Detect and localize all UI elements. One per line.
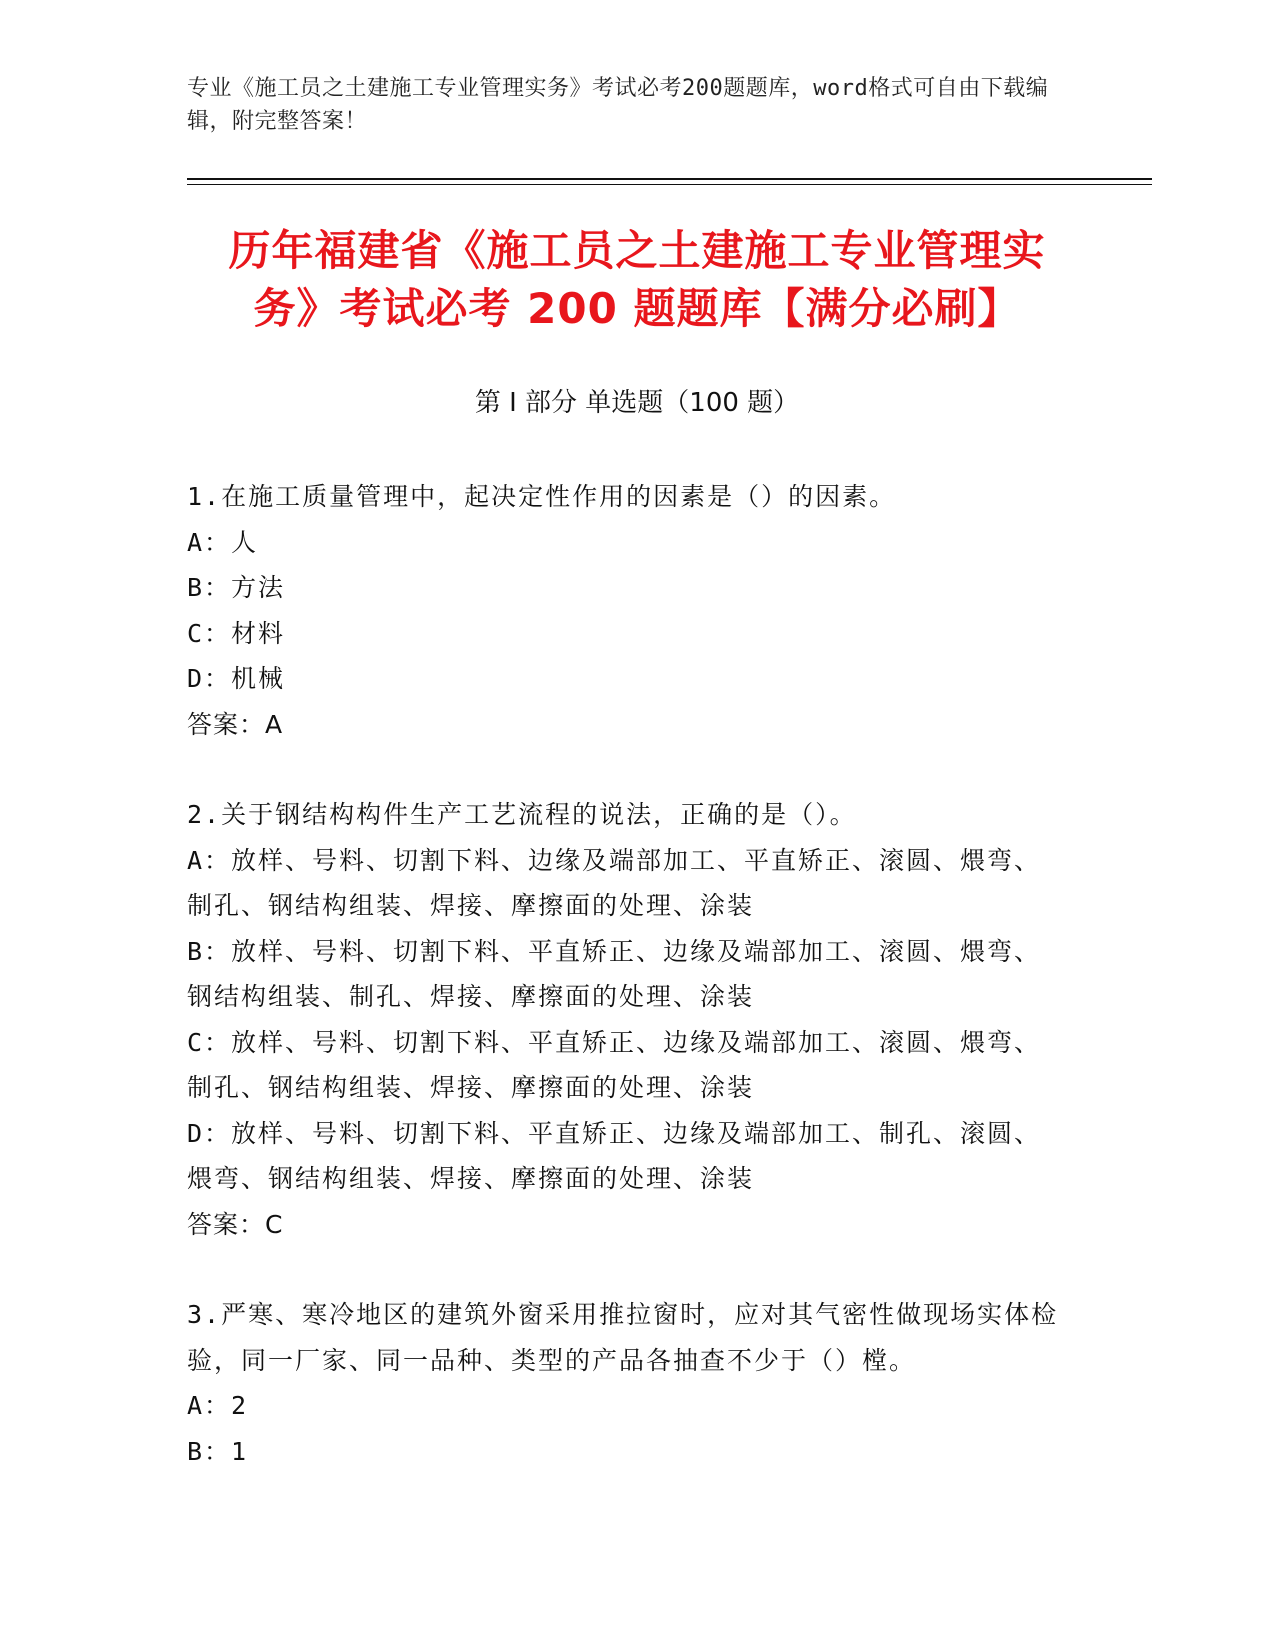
header-divider-thick bbox=[187, 178, 1152, 180]
answer: 答案：A bbox=[187, 709, 284, 739]
section-title: 第 I 部分 单选题（100 题） bbox=[474, 388, 800, 418]
option-a: A：放样、号料、切割下料、边缘及端部加工、平直矫正、滚圆、煨弯、制孔、钢结构组装、焊接、摩擦面的处理、涂装 bbox=[187, 845, 1042, 920]
option-b: B：放样、号料、切割下料、平直矫正、边缘及端部加工、滚圆、煨弯、钢结构组装、制孔、焊接、摩擦面的处理、涂装 bbox=[187, 936, 1042, 1011]
option-c: C：放样、号料、切割下料、平直矫正、边缘及端部加工、滚圆、煨弯、制孔、钢结构组装、焊接、摩擦面的处理、涂装 bbox=[187, 1027, 1042, 1102]
option-d: D：放样、号料、切割下料、平直矫正、边缘及端部加工、制孔、滚圆、煨弯、钢结构组装、焊接、摩擦面的处理、涂装 bbox=[187, 1118, 1042, 1193]
question-2 bbox=[187, 792, 1067, 1247]
header-divider-thin bbox=[187, 184, 1152, 185]
header-note: 专业《施工员之土建施工专业管理实务》考试必考200题题库，word格式可自由下载编辑，附完整答案！ bbox=[187, 76, 1049, 134]
question-stem: 3.严寒、寒冷地区的建筑外窗采用推拉窗时，应对其气密性做现场实体检验，同一厂家、同一品种、类型的产品各抽查不少于（）樘。 bbox=[187, 1300, 1059, 1375]
document-title bbox=[187, 222, 1087, 338]
option-a: A：2 bbox=[187, 1391, 249, 1420]
question-1 bbox=[187, 474, 1067, 747]
question-stem: 2.关于钢结构构件生产工艺流程的说法，正确的是（）。 bbox=[187, 800, 857, 829]
option-a: A：人 bbox=[187, 527, 259, 557]
question-3 bbox=[187, 1292, 1067, 1474]
option-c: C：材料 bbox=[187, 618, 286, 648]
option-b: B：1 bbox=[187, 1436, 249, 1466]
option-b: B：方法 bbox=[187, 573, 286, 602]
question-list bbox=[187, 474, 1067, 1519]
option-d: D：机械 bbox=[187, 664, 286, 693]
document-title-line-1: 历年福建省《施工员之土建施工专业管理实 bbox=[228, 226, 1046, 275]
question-stem: 1.在施工质量管理中，起决定性作用的因素是（）的因素。 bbox=[187, 482, 897, 511]
document-title-line-2: 务》考试必考 200 题题库【满分必刷】 bbox=[253, 284, 1021, 333]
answer: 答案：C bbox=[187, 1209, 284, 1239]
